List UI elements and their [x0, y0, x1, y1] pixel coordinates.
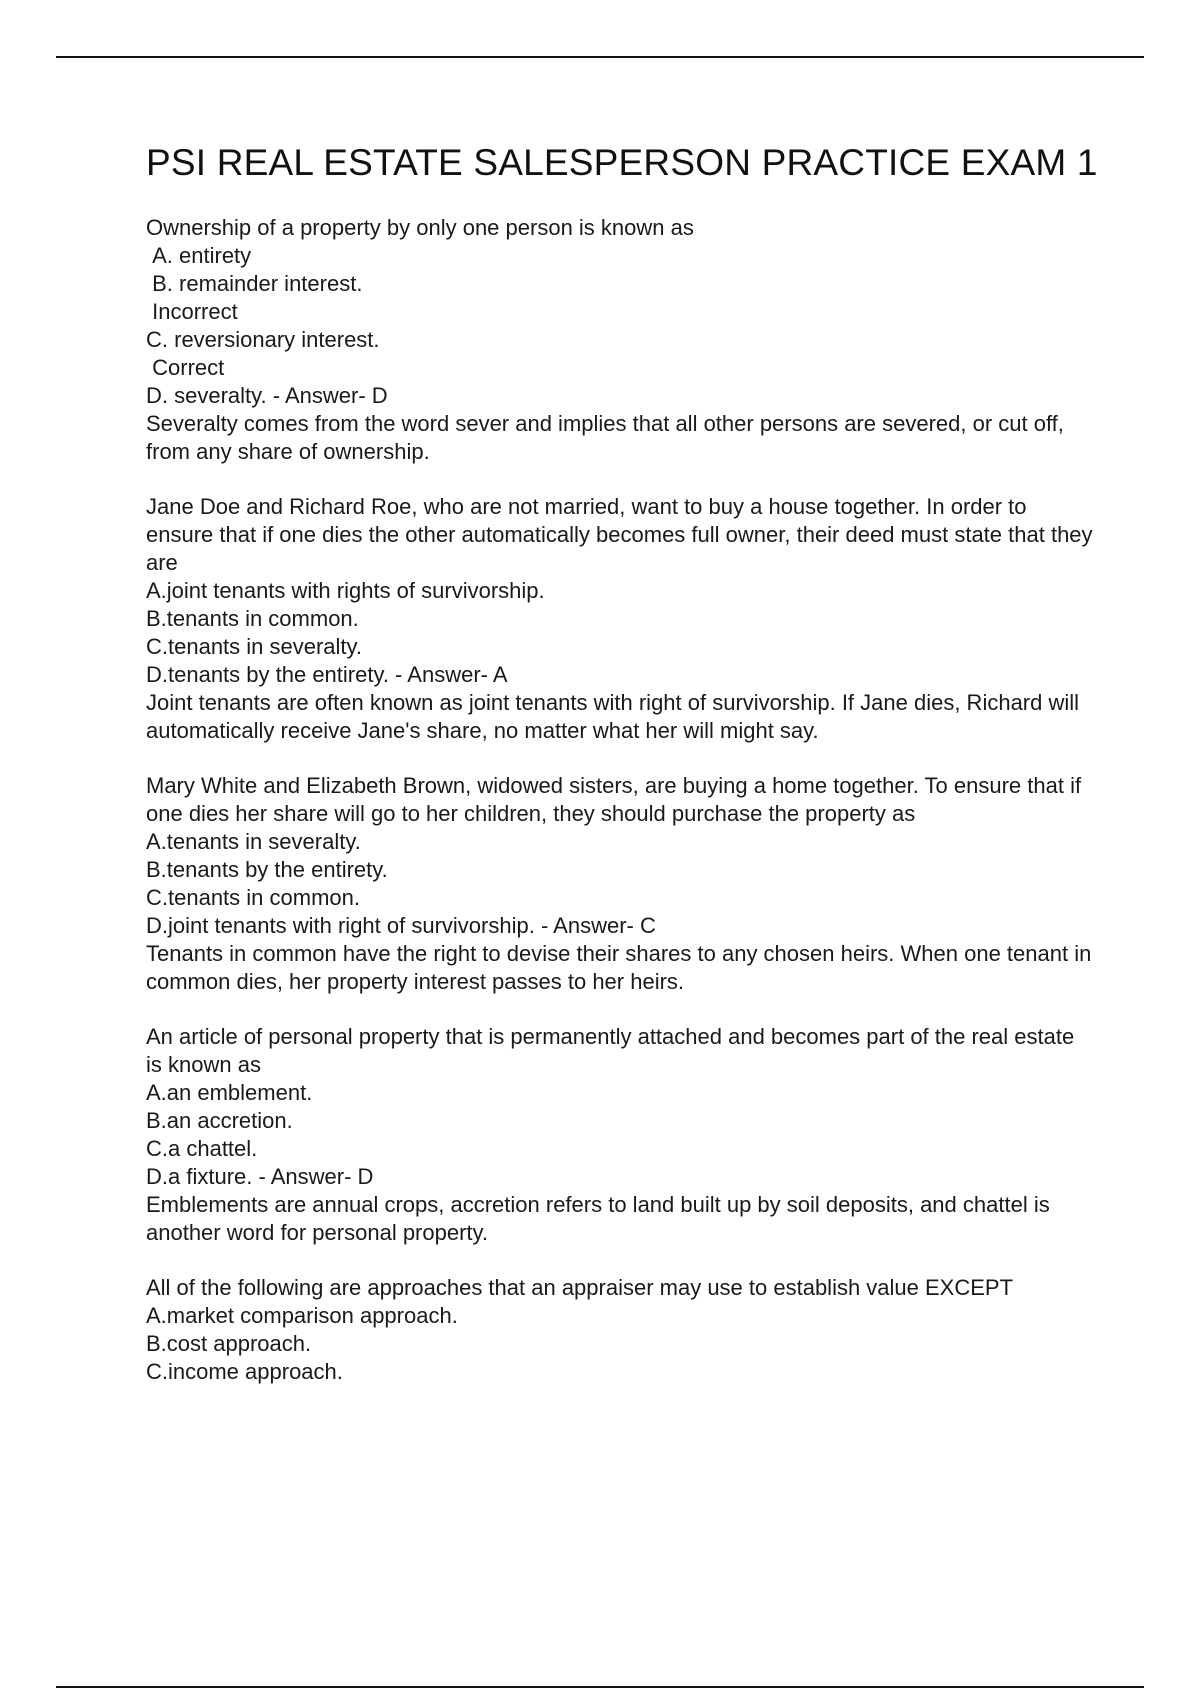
answer-explanation: Severalty comes from the word sever and implies that all other persons are severed, or cut off, from any share of ownership.	[146, 411, 1071, 464]
document-body	[146, 214, 1099, 1413]
answer-option: C. reversionary interest.	[146, 327, 380, 352]
answer-option: B.tenants in common.	[146, 606, 359, 631]
answer-option: B. remainder interest.	[146, 271, 363, 296]
answer-feedback: Correct	[146, 355, 225, 380]
answer-option: B.an accretion.	[146, 1108, 293, 1133]
answer-option: D. severalty. - Answer- D	[146, 383, 388, 408]
answer-option: A.tenants in severalty.	[146, 829, 361, 854]
answer-option: A.joint tenants with rights of survivorship.	[146, 578, 545, 603]
answer-feedback: Incorrect	[146, 299, 238, 324]
answer-option: B.cost approach.	[146, 1331, 312, 1356]
answer-option: A.market comparison approach.	[146, 1303, 458, 1328]
answer-option: D.a fixture. - Answer- D	[146, 1164, 374, 1189]
answer-option: A.an emblement.	[146, 1080, 313, 1105]
answer-explanation: Emblements are annual crops, accretion refers to land built up by soil deposits, and chattel is another word for personal property.	[146, 1192, 1056, 1245]
bottom-divider	[56, 1686, 1144, 1688]
answer-option: D.joint tenants with right of survivorship. - Answer- C	[146, 913, 656, 938]
answer-option: D.tenants by the entirety. - Answer- A	[146, 662, 508, 687]
question-stem: All of the following are approaches that an appraiser may use to establish value EXCEPT	[146, 1275, 1014, 1300]
answer-option: C.tenants in severalty.	[146, 634, 363, 659]
page-title: PSI REAL ESTATE SALESPERSON PRACTICE EXAM 1	[146, 142, 1098, 183]
question-block	[146, 214, 1096, 466]
answer-option: C.tenants in common.	[146, 885, 360, 910]
answer-option: C.a chattel.	[146, 1136, 258, 1161]
answer-explanation: Tenants in common have the right to devise their shares to any chosen heirs. When one tenant in common dies, her property interest passes to her heirs.	[146, 941, 1098, 994]
question-stem: Ownership of a property by only one person is known as	[146, 215, 694, 240]
question-block	[146, 493, 1099, 745]
question-block	[146, 1274, 1096, 1386]
answer-option: B.tenants by the entirety.	[146, 857, 388, 882]
question-stem: Mary White and Elizabeth Brown, widowed sisters, are buying a home together. To ensure that if one dies her share will go to her children, they should purchase the property as	[146, 773, 1088, 826]
answer-option: C.income approach.	[146, 1359, 343, 1384]
answer-option: A. entirety	[146, 243, 252, 268]
answer-explanation: Joint tenants are often known as joint tenants with right of survivorship. If Jane dies, Richard will automatically receive Jane's share, no matter what her will might say.	[146, 690, 1086, 743]
top-divider	[56, 56, 1144, 58]
question-stem: Jane Doe and Richard Roe, who are not married, want to buy a house together. In order to ensure that if one dies the other automatically becomes full owner, their deed must state that they are	[146, 494, 1099, 575]
question-block	[146, 1023, 1096, 1247]
question-block	[146, 772, 1096, 996]
question-stem: An article of personal property that is permanently attached and becomes part of the real estate is known as	[146, 1024, 1081, 1077]
